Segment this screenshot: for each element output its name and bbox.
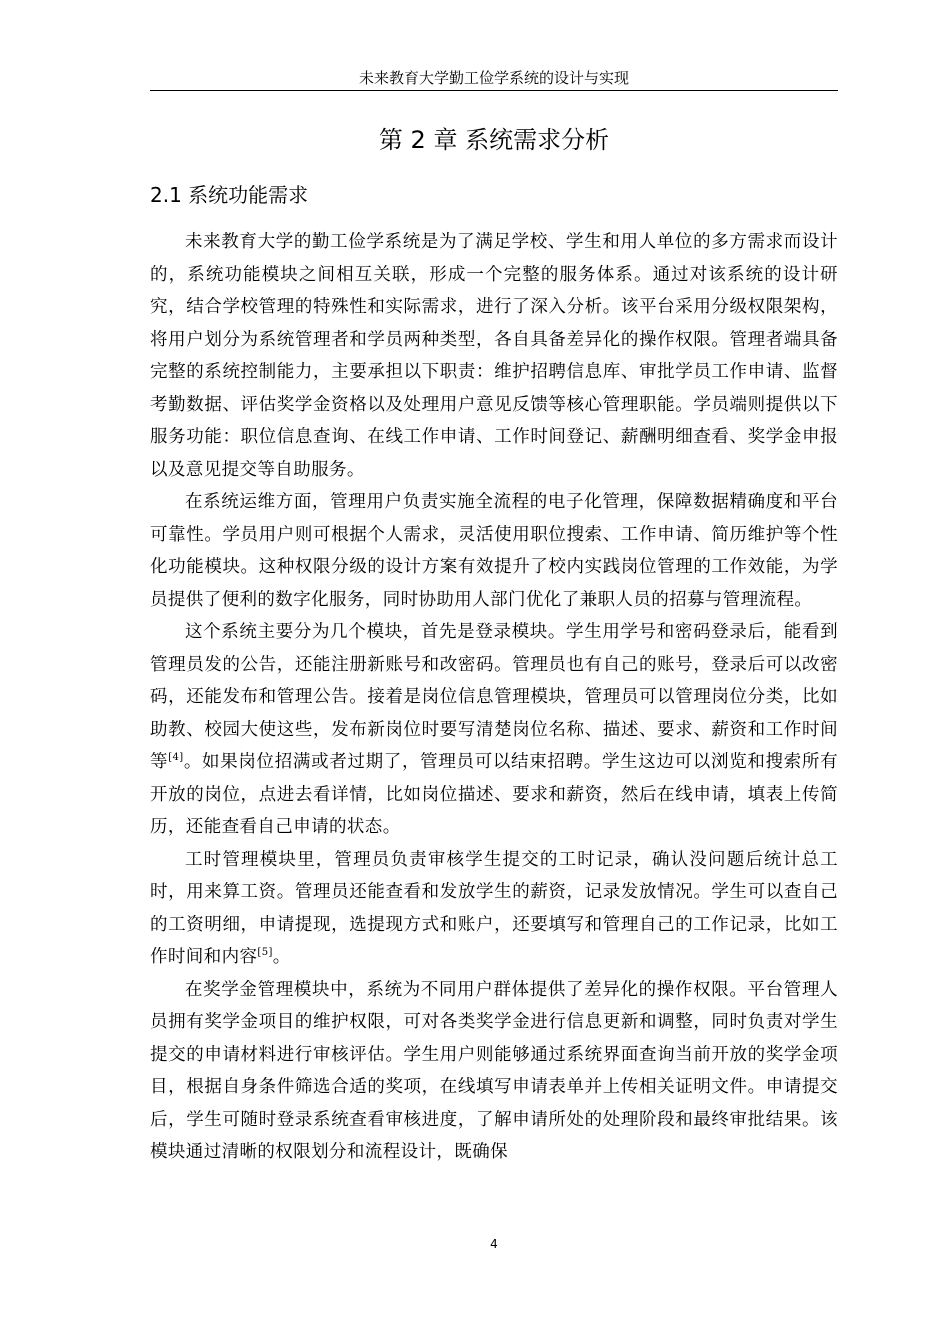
paragraph-operations: 在系统运维方面，管理用户负责实施全流程的电子化管理，保障数据精确度和平台可靠性。学员用户则可根据个人需求，灵活使用职位搜索、工作申请、简历维护等个性化功能模块。这种权限分级的设计方案有效提升了校内实践岗位管理的工作效能，为学员提供了便利的数字化服务，同时协助用人部门优化了兼职人员的招募与管理流程。 [150,492,838,610]
paragraph-scholarship: 在奖学金管理模块中，系统为不同用户群体提供了差异化的操作权限。平台管理人员拥有奖学金项目的维护权限，可对各类奖学金进行信息更新和调整，同时负责对学生提交的申请材料进行审核评估。学生用户则能够通过系统界面查询当前开放的奖学金项目，根据自身条件筛选合适的奖项，在线填写申请表单并上传相关证明文件。申请提交后，学生可随时登录系统查看审核进度，了解申请所处的处理阶段和最终审批结果。该模块通过清晰的权限划分和流程设计，既确保 [150,979,838,1162]
paragraph-modules [150,616,838,844]
paragraph-overview: 未来教育大学的勤工俭学系统是为了满足学校、学生和用人单位的多方需求而设计的，系统功能模块之间相互关联，形成一个完整的服务体系。通过对该系统的设计研究，结合学校管理的特殊性和实际需求，进行了深入分析。该平台采用分级权限架构，将用户划分为系统管理者和学员两种类型，各自具备差异化的操作权限。管理者端具备完整的系统控制能力，主要承担以下职责：维护招聘信息库、审批学员工作申请、监督考勤数据、评估奖学金资格以及处理用户意见反馈等核心管理职能。学员端则提供以下服务功能：职位信息查询、在线工作申请、工作时间登记、薪酬明细查看、奖学金申报以及意见提交等自助服务。 [150,232,838,480]
running-header: 未来教育大学勤工俭学系统的设计与实现 [150,66,838,91]
paragraph-work-hours-text-start: 工时管理模块里，管理员负责审核学生提交的工时记录，确认没问题后统计总工时，用来算工资。管理员还能查看和发放学生的薪资，记录发放情况。学生可以查自己的工资明细，申请提现，选提现方式和账户，还要填写和管理自己的工作记录，比如工作时间和内容 [150,849,838,967]
page-number: 4 [490,1237,498,1251]
paragraph-modules-text-start: 这个系统主要分为几个模块，首先是登录模块。学生用学号和密码登录后，能看到管理员发的公告，还能注册新账号和改密码。管理员也有自己的账号，登录后可以改密码，还能发布和管理公告。接着是岗位信息管理模块，管理员可以管理岗位分类，比如助教、校园大使这些，发布新岗位时要写清楚岗位名称、描述、要求、薪资和工作时间等 [150,622,838,772]
paragraph-work-hours-text-end: 。 [272,947,291,967]
citation-reference: [5] [257,947,273,959]
paragraph-work-hours [150,844,838,974]
chapter-title: 第 2 章 系统需求分析 [378,126,610,154]
paragraph-modules-text-end: 。如果岗位招满或者过期了，管理员可以结束招聘。学生这边可以浏览和搜索所有开放的岗位，点进去看详情，比如岗位描述、要求和薪资，然后在线申请，填表上传简历，还能查看自己申请的状态。 [150,752,838,837]
body-text [150,226,838,1169]
section-heading: 2.1 系统功能需求 [150,183,309,207]
citation-reference: [4] [168,752,184,764]
